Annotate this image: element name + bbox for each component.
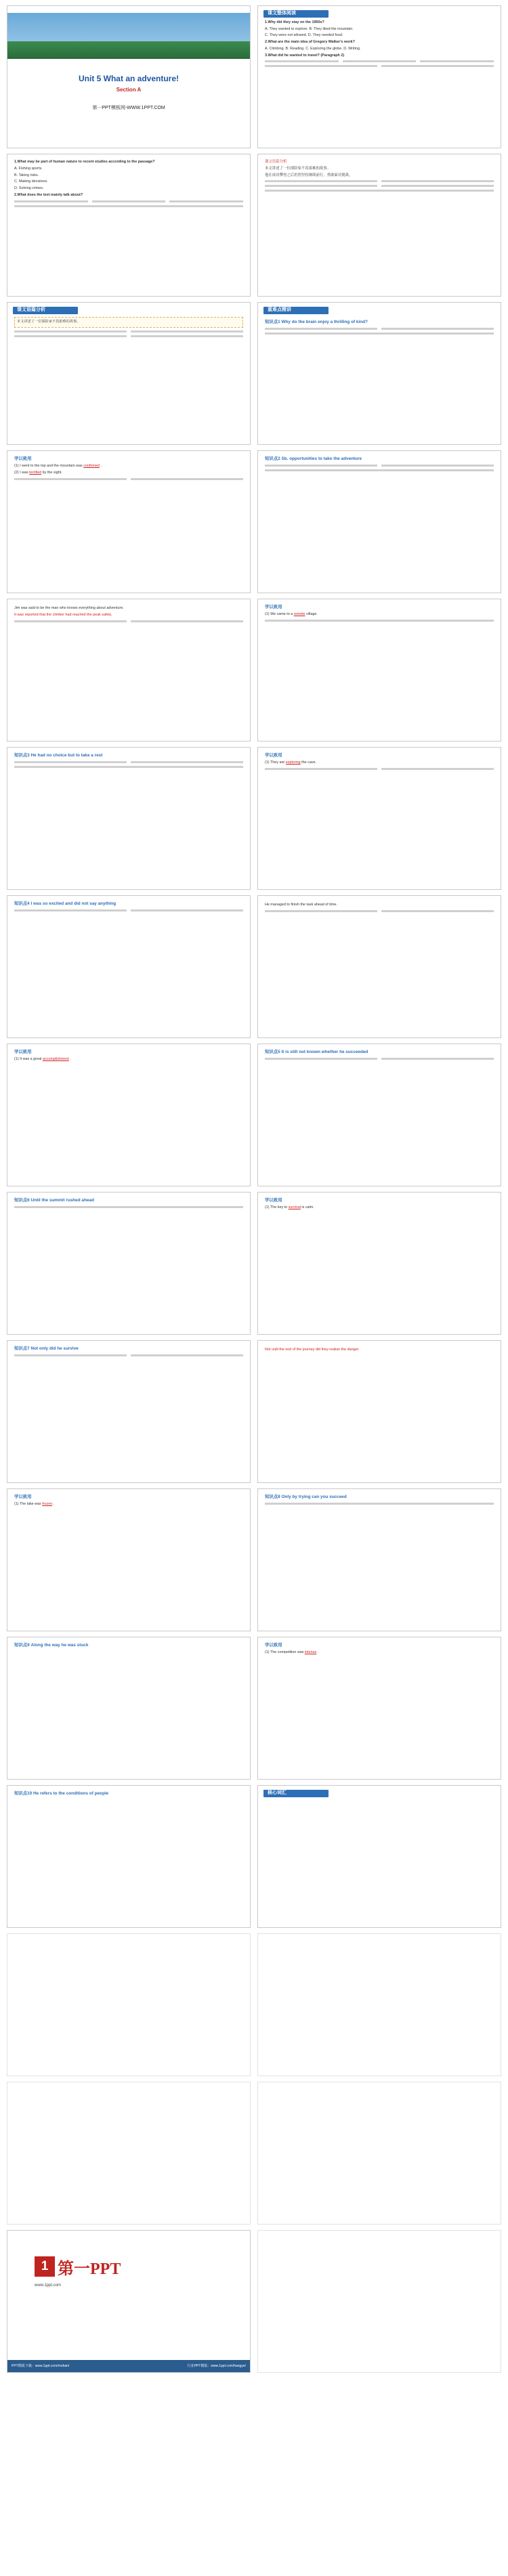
reading-q2: 2.What are the main idea of Gregory Walker's work?	[265, 40, 355, 44]
practice-tag-3: 学以致用	[265, 753, 282, 758]
slide-blank-2	[257, 1933, 501, 2076]
answer-3: remote	[293, 612, 305, 616]
brand-footer-right: 行业PPT模板：www.1ppt.com/hangye/	[187, 2363, 246, 2368]
practice-tag-2: 学以致用	[265, 605, 282, 609]
practice-tag-6: 学以致用	[14, 1495, 32, 1499]
language-point-8: 知识点8 Only by trying can you succeed	[265, 1495, 347, 1499]
slide-language-9	[7, 1637, 251, 1780]
slide-language-8	[257, 1488, 501, 1631]
note-3: He managed to finish the task ahead of time.	[265, 903, 337, 907]
answer-1: confirmed	[83, 464, 100, 468]
analysis-line-2: 他在成功攀登之后仍然坚持继续前行，勇敢面对挑战。	[265, 173, 353, 177]
brand-footer-left: PPT模板下载：www.1ppt.com/moban/	[12, 2363, 70, 2368]
slide-language-4	[7, 895, 251, 1038]
note-4: Not until the end of the journey did they realize the danger.	[265, 1348, 360, 1352]
slide-practice-7: 学以致用 (1) The competition was intense .	[257, 1637, 501, 1780]
slide-brand	[7, 2230, 251, 2373]
slide-subsection	[257, 1785, 501, 1928]
slide-language-7	[7, 1340, 251, 1483]
slide-practice-3: 学以致用 (1) They are exploring the cave.	[257, 747, 501, 890]
practice-tag-7: 学以致用	[265, 1643, 282, 1648]
language-point-9: 知识点9 Along the way he was stuck	[14, 1643, 89, 1648]
language-point-10: 知识点10 He refers to the conditions of people	[14, 1791, 109, 1796]
slide-practice-1: 学以致用 (1) I went to the top and the mountain was confirmed . (2) I was terrified by the sight.	[7, 450, 251, 593]
slide-practice-4: 学以致用 (1) It was a great accomplishment .	[7, 1044, 251, 1186]
slide-analysis-box	[7, 302, 251, 445]
answer-6: survival	[288, 1205, 301, 1209]
left-q2: 2.What does the text mainly talk about?	[14, 192, 83, 197]
brand-url: www.1ppt.com	[35, 2283, 62, 2288]
slide-practice-5: 学以致用 (1) The key to survival is calm.	[257, 1192, 501, 1335]
slide-practice-2: 学以致用 (1) We came to a remote village.	[257, 599, 501, 742]
answer-2: terrified	[29, 470, 42, 475]
slide-language-2	[257, 450, 501, 593]
language-point-5: 知识点5 It is still not known whether he succeeded	[265, 1050, 368, 1054]
left-option-d: D. Solving crimes.	[14, 186, 44, 190]
slide-left-questions	[7, 154, 251, 297]
slide-blank-4	[257, 2082, 501, 2225]
language-point-6: 知识点6 Until the summit rushed ahead	[14, 1198, 94, 1203]
practice-tag-4: 学以致用	[14, 1050, 32, 1054]
language-tag: 重难点精讲	[263, 307, 329, 314]
brand-logo-text: 第一PPT	[58, 2260, 121, 2278]
slide-blank-3	[7, 2082, 251, 2225]
note-2: It was reported that the climber had reached the peak safely.	[14, 612, 112, 617]
language-point-2: 知识点2 Sb. opportunities to take the adventure	[265, 456, 362, 461]
analysis-box-line: 本文讲述了一位探险家不畏艰难的故事。	[17, 319, 81, 324]
practice-tag-1: 学以致用	[14, 456, 32, 461]
language-point-7: 知识点7 Not only did he survive	[14, 1346, 79, 1351]
cover-photo	[7, 13, 250, 59]
answer-5: accomplishment	[42, 1057, 69, 1061]
slide-language	[257, 302, 501, 445]
answer-7: frozen	[42, 1502, 53, 1506]
note-1: Jim was said to be the man who knows everything about adventure.	[14, 606, 124, 610]
left-option-a: A. Fishing sports.	[14, 166, 43, 171]
slide-blank-1	[7, 1933, 251, 2076]
slide-language-10	[7, 1785, 251, 1928]
cover-footer: 第一PPT模板网-WWW.1PPT.COM	[92, 106, 165, 110]
practice-tag-5: 学以致用	[265, 1198, 282, 1203]
language-point-1: 知识点1 Why do the brain enjoy a thrilling of kind?	[265, 319, 368, 324]
brand-footer	[7, 2360, 250, 2372]
cover-section: Section A	[116, 87, 142, 93]
reading-q3: 3.What did he wanted to travel? (Paragraph 2)	[265, 53, 345, 58]
slide-language-5	[257, 1044, 501, 1186]
analysis-line-1: 本文讲述了一位探险家不畏艰难的故事。	[265, 166, 331, 171]
slide-practice-6: 学以致用 (1) The lake was frozen .	[7, 1488, 251, 1631]
reading-q1: 1.Why did they stay on the 1950s?	[265, 20, 324, 24]
language-point-3: 知识点3 He had no choice but to take a rest	[14, 753, 103, 758]
slide-language-3	[7, 747, 251, 890]
answer-8: intense	[304, 1650, 317, 1654]
analysis-tag: 课文语篇分析	[265, 160, 287, 164]
slide-analysis	[257, 154, 501, 297]
brand-logo-mark: 1	[35, 2256, 55, 2277]
left-option-b: B. Taking risks.	[14, 173, 39, 177]
language-subsection-tag: 核心词汇	[263, 1790, 329, 1797]
analysis-section-tag: 课文语篇分析	[13, 307, 78, 314]
left-q1: 1.What may be part of human nature to recent studies according to the passage?	[14, 160, 155, 164]
slide-cover	[7, 5, 251, 148]
slide-language-6	[7, 1192, 251, 1335]
brand-logo	[35, 2256, 129, 2298]
slide-notes-1	[7, 599, 251, 742]
cover-title: Unit 5 What an adventure!	[78, 74, 179, 83]
answer-4: exploring	[285, 760, 301, 765]
left-option-c: C. Making decisions.	[14, 179, 48, 184]
slide-notes-2	[257, 895, 501, 1038]
language-point-4: 知识点4 I was so excited and did not say anything	[14, 901, 117, 906]
reading-body: 1.Why did they stay on the 1950s? A. They wanted to explore. B. They liked the mountain. C. They were not allowed. D. They needed food. 2.What are the main idea of Gregory Walker's work? A. Climbing. B. Reading. C. Exploring the globe. D. Writing. 3.What did he wanted to travel? (Paragraph 2)	[265, 20, 494, 58]
slide-blank-5	[257, 2230, 501, 2373]
analysis-box	[14, 317, 243, 328]
reading-tag: 课文整体阅读	[263, 10, 329, 18]
slide-notes-3	[257, 1340, 501, 1483]
slide-reading	[257, 5, 501, 148]
